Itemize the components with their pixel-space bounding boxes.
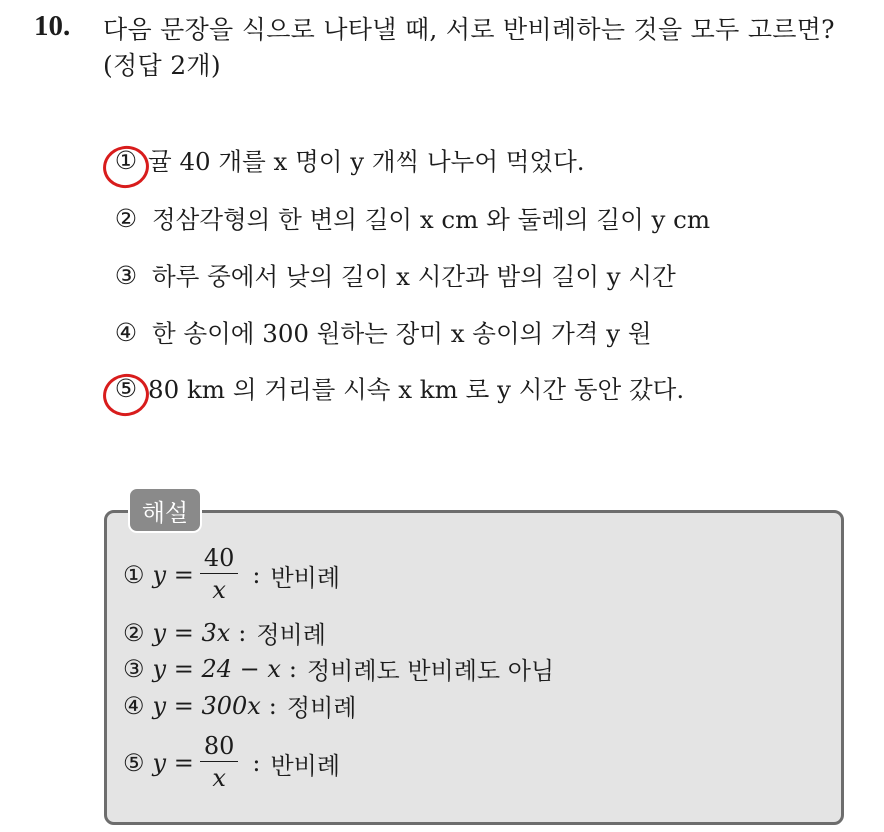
option-4[interactable] [110,312,652,352]
fraction [200,545,239,605]
solution-2: ② y = 3x : 정비례 [123,615,326,650]
explanation-label: 해설 [128,487,202,533]
solution-2-equation: y = 3x [152,618,231,647]
option-3-mark: ③ [114,260,138,290]
solution-4-equation: y = 300x [152,691,261,720]
option-3-text: 하루 중에서 낮의 길이 x 시간과 밤의 길이 y 시간 [152,261,676,291]
fraction-denominator: x [212,576,226,605]
fraction-denominator: x [212,764,226,793]
option-4-mark: ④ [114,317,138,347]
solution-4-result: 정비례 [286,694,357,722]
answer-circle-mark [100,142,153,191]
option-1-mark: ① [114,145,138,175]
option-5[interactable] [110,368,684,408]
fraction-numerator: 40 [200,545,239,574]
solution-3: ③ y = 24 − x : 정비례도 반비례도 아님 [123,651,554,686]
option-2-mark: ② [114,203,138,233]
option-1[interactable] [110,140,585,180]
solution-5-mark: ⑤ [123,749,145,778]
question-text: 다음 문장을 식으로 나타낼 때, 서로 반비례하는 것을 모두 고르면? (정답 2개) [103,15,835,81]
answer-circle-mark [100,370,153,419]
fraction [200,733,239,793]
solution-2-result: 정비례 [256,621,326,649]
option-3[interactable] [110,255,676,295]
option-5-mark: ⑤ [114,373,138,403]
solution-3-result: 정비례도 반비례도 아님 [306,657,555,685]
option-1-text: 귤 40 개를 x 명이 y 개씩 나누어 먹었다. [148,146,585,176]
solution-3-equation: y = 24 − x [152,654,281,683]
solution-1-lhs: y = [152,561,194,590]
solution-5-result: 반비례 [270,751,341,780]
solution-4: ④ y = 300x : 정비례 [123,688,356,723]
fraction-numerator: 80 [200,733,239,762]
option-4-text: 한 송이에 300 원하는 장미 x 송이의 가격 y 원 [152,318,652,348]
solution-3-mark: ③ [123,654,145,683]
option-2-text: 정삼각형의 한 변의 길이 x cm 와 둘레의 길이 y cm [152,204,711,234]
option-5-text: 80 km 의 거리를 시속 x km 로 y 시간 동안 갔다. [148,374,685,404]
solution-2-mark: ② [123,618,145,647]
solution-5-lhs: y = [152,749,194,778]
solution-5: ⑤ y = $\frac{80}{x}$ : 반비례 [123,732,341,793]
solution-1-mark: ① [123,561,145,590]
option-2[interactable] [110,198,710,238]
solution-1-result: 반비례 [270,563,341,592]
question-number: 10. [34,10,71,42]
solution-1: ① y = $\frac{40}{x}$ : 반비례 [123,544,341,605]
solution-4-mark: ④ [123,691,145,720]
